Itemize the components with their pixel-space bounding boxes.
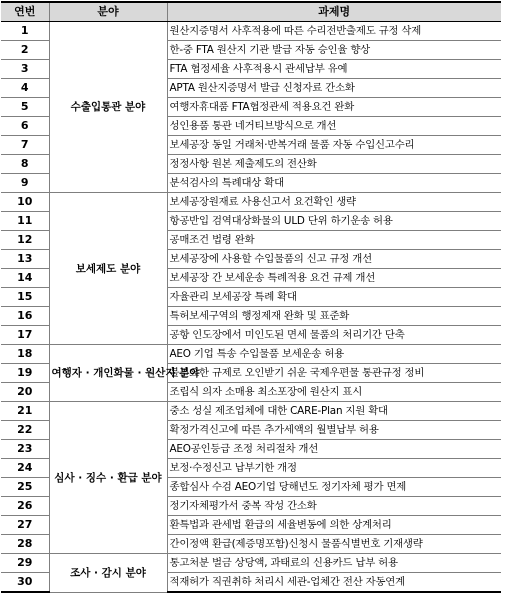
task-name: 원산지증명서 사후적용에 따른 수리전반출제도 규정 삭제 — [167, 22, 501, 41]
task-name: 확정가격신고에 따른 추가세액의 월별납부 허용 — [167, 421, 501, 440]
row-number: 19 — [1, 364, 49, 383]
task-name: 성인용품 통관 네거티브방식으로 개선 — [167, 117, 501, 136]
task-name: 적재허가 직권취하 처리시 세관-업체간 전산 자동연계 — [167, 573, 501, 593]
row-number: 4 — [1, 79, 49, 98]
task-name: 통고처분 벌금 상당액, 과태료의 신용카드 납부 허용 — [167, 554, 501, 573]
header-task: 과제명 — [167, 2, 501, 22]
task-name: FTA 협정세율 사후적용시 관세납부 유예 — [167, 60, 501, 79]
table-row — [1, 193, 501, 212]
row-number: 14 — [1, 269, 49, 288]
field-group-label: 조사 · 감시 분야 — [49, 554, 167, 593]
task-name: 보세공장원재료 사용신고서 요건확인 생략 — [167, 193, 501, 212]
task-name: 자율관리 보세공장 특례 확대 — [167, 288, 501, 307]
row-number: 3 — [1, 60, 49, 79]
table-body — [1, 22, 501, 593]
task-name: 특허보세구역의 행정제재 완화 및 표준화 — [167, 307, 501, 326]
row-number: 27 — [1, 516, 49, 535]
row-number: 28 — [1, 535, 49, 554]
row-number: 10 — [1, 193, 49, 212]
field-group-label: 여행자 · 개인화물 · 원산지 분야 — [49, 345, 167, 402]
header-number: 연번 — [1, 2, 49, 22]
row-number: 6 — [1, 117, 49, 136]
task-name: 공매조건 법령 완화 — [167, 231, 501, 250]
row-number: 11 — [1, 212, 49, 231]
task-name: 불필요한 규제로 오인받기 쉬운 국제우편물 통관규정 정비 — [167, 364, 501, 383]
task-name: 한-중 FTA 원산지 기관 발급 자동 승인율 향상 — [167, 41, 501, 60]
task-name: 중소 성실 제조업체에 대한 CARE-Plan 지원 확대 — [167, 402, 501, 421]
task-name: 항공반입 검역대상화물의 ULD 단위 하기운송 허용 — [167, 212, 501, 231]
task-name: 보세공장 동일 거래처·반복거래 물품 자동 수입신고수리 — [167, 136, 501, 155]
row-number: 22 — [1, 421, 49, 440]
row-number: 24 — [1, 459, 49, 478]
row-number: 2 — [1, 41, 49, 60]
task-table-wrapper — [1, 1, 501, 593]
table-row — [1, 402, 501, 421]
table-row — [1, 554, 501, 573]
task-name: 보세공장에 사용할 수입물품의 신고 규정 개선 — [167, 250, 501, 269]
row-number: 8 — [1, 155, 49, 174]
task-name: 간이정액 환급(제증명포함)신청시 물품식별번호 기재생략 — [167, 535, 501, 554]
row-number: 9 — [1, 174, 49, 193]
row-number: 18 — [1, 345, 49, 364]
row-number: 17 — [1, 326, 49, 345]
row-number: 23 — [1, 440, 49, 459]
field-group-label: 보세제도 분야 — [49, 193, 167, 345]
header-field: 분야 — [49, 2, 167, 22]
task-name: 보정·수정신고 납부기한 개정 — [167, 459, 501, 478]
row-number: 7 — [1, 136, 49, 155]
row-number: 1 — [1, 22, 49, 41]
field-group-label: 수출입통관 분야 — [49, 22, 167, 193]
task-name: 여행자휴대품 FTA협정관세 적용요건 완화 — [167, 98, 501, 117]
task-name: 정기자체평가서 중복 작성 간소화 — [167, 497, 501, 516]
table-row — [1, 22, 501, 41]
row-number: 12 — [1, 231, 49, 250]
row-number: 15 — [1, 288, 49, 307]
task-name: 환특법과 관세법 환급의 세율변동에 의한 상계처리 — [167, 516, 501, 535]
table-header-row — [1, 2, 501, 22]
field-group-label: 심사 · 징수 · 환급 분야 — [49, 402, 167, 554]
row-number: 30 — [1, 573, 49, 593]
task-name: 보세공장 간 보세운송 특례적용 요건 규제 개선 — [167, 269, 501, 288]
row-number: 21 — [1, 402, 49, 421]
task-name: AEO공인등급 조정 처리절차 개선 — [167, 440, 501, 459]
task-name: AEO 기업 특송 수입물품 보세운송 허용 — [167, 345, 501, 364]
row-number: 29 — [1, 554, 49, 573]
row-number: 13 — [1, 250, 49, 269]
row-number: 25 — [1, 478, 49, 497]
row-number: 26 — [1, 497, 49, 516]
task-name: 종합심사 수검 AEO기업 당해년도 정기자체 평가 면제 — [167, 478, 501, 497]
task-name: 정정사항 원본 제출제도의 전산화 — [167, 155, 501, 174]
row-number: 20 — [1, 383, 49, 402]
regulation-task-table — [1, 1, 501, 593]
table-row — [1, 345, 501, 364]
task-name: 조립식 의자 소매용 최소포장에 원산지 표시 — [167, 383, 501, 402]
task-name: APTA 원산지증명서 발급 신청자료 간소화 — [167, 79, 501, 98]
row-number: 16 — [1, 307, 49, 326]
row-number: 5 — [1, 98, 49, 117]
task-name: 공항 인도장에서 미인도된 면세 물품의 처리기간 단축 — [167, 326, 501, 345]
task-name: 분석검사의 특례대상 확대 — [167, 174, 501, 193]
